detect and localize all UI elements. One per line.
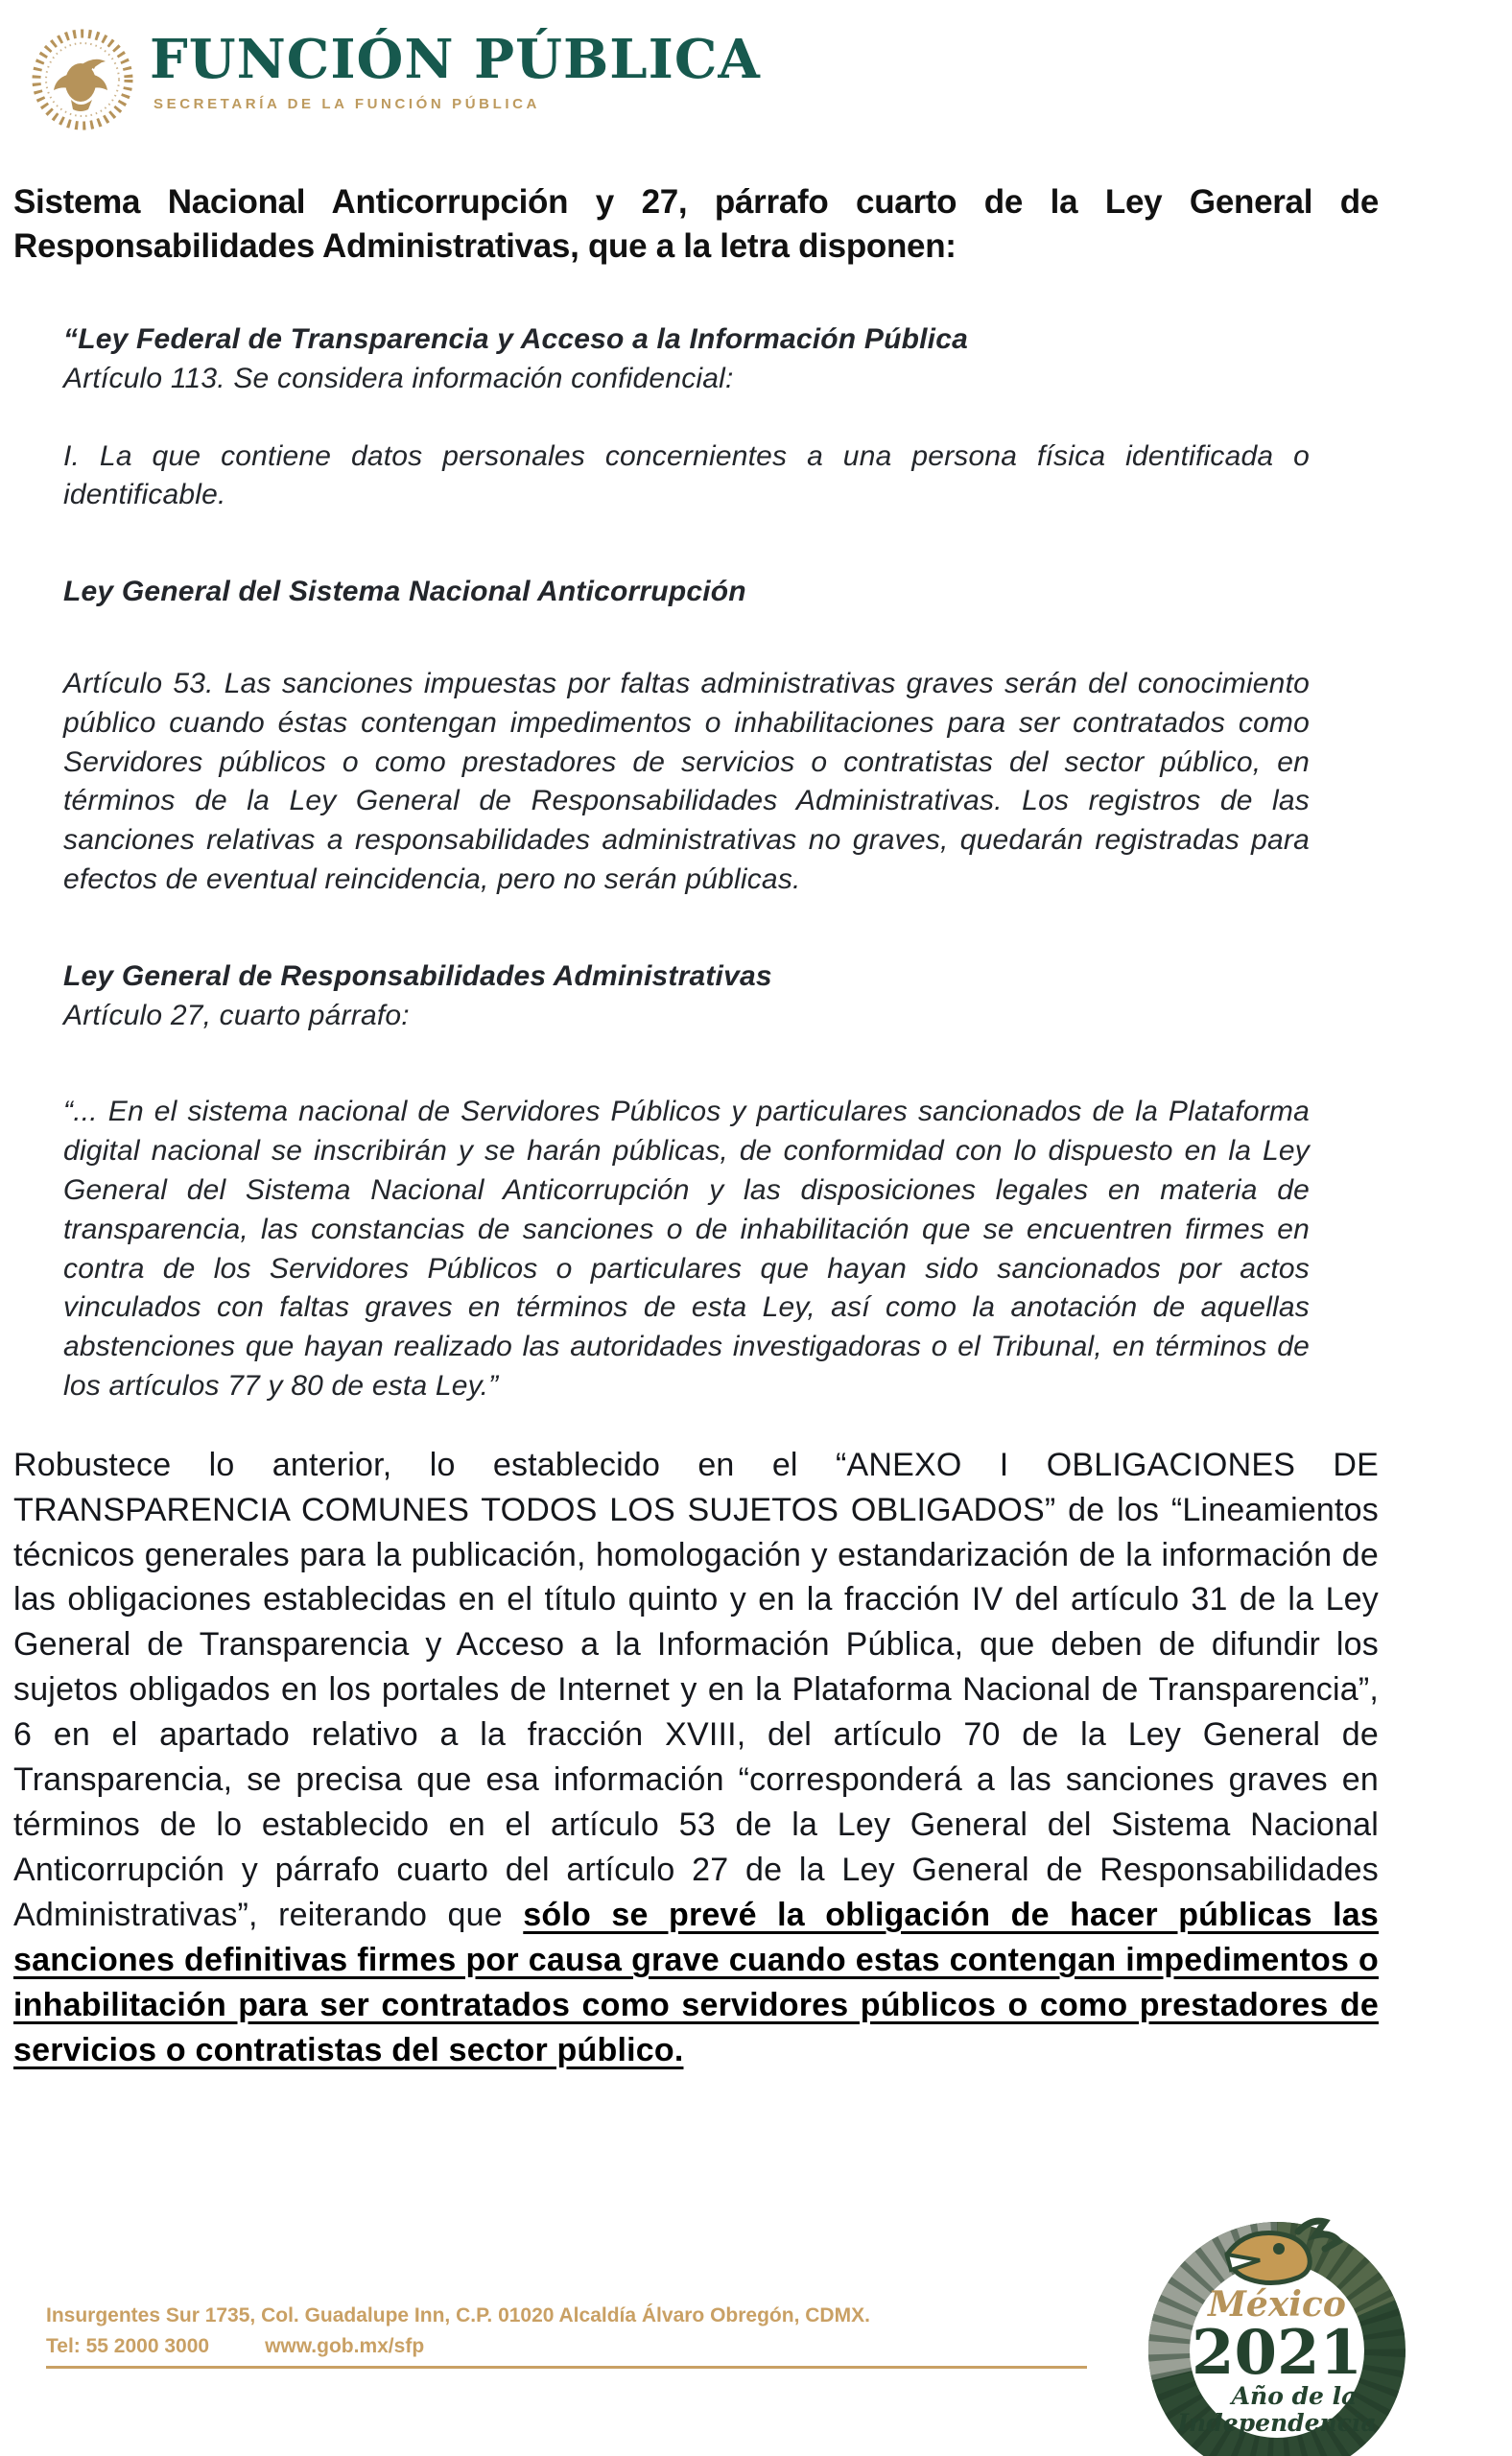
brand-block (150, 23, 761, 112)
intro-paragraph: Sistema Nacional Anticorrupción y 27, párrafo cuarto de la Ley General de Responsabilidades Administrativas, que a la letra disponen: (13, 183, 1379, 265)
law1-title: “Ley Federal de Transparencia y Acceso a la Información Pública (63, 323, 968, 355)
footer-phone: Tel: 55 2000 3000 (46, 2334, 210, 2357)
mexico-eagle-seal-icon (29, 23, 136, 136)
law1-fraction: I. La que contiene datos personales concernientes a una persona física identificada o identificable. (63, 439, 1310, 511)
law2-article53-paragraph: Artículo 53. Las sanciones impuestas por faltas administrativas graves serán del conocimiento público cuando éstas contengan impedimentos o inhabilitaciones para ser contratados como Servidores públicos o como prestadores de servicios o contratistas del sector público, en términos de la Ley General de Responsabilidades Administrativas. Los registros de las sanciones relativas a responsabilidades administrativas no graves, quedarán registradas para efectos de eventual reincidencia, pero no serán públicas. (63, 667, 1310, 895)
footer-phone-line (46, 2331, 870, 2362)
law3-article: Artículo 27, cuarto párrafo: (63, 999, 410, 1031)
legal-quote-block (63, 320, 1310, 1406)
logo-country: México (1208, 2284, 1346, 2325)
closing-normal-text: Robustece lo anterior, lo establecido en el “ANEXO I OBLIGACIONES DE TRANSPARENCIA COMUNES TODOS LOS SUJETOS OBLIGADOS” de los “Lineamientos técnicos generales para la publicación, homologación y estandarización de la información de las obligaciones establecidas en el título quinto y en la fracción IV del artículo 31 de la Ley General de Transparencia y Acceso a la Información Pública, que deben de difundir los sujetos obligados en los portales de Internet y en la Plataforma Nacional de Transparencia”, 6 en el apartado relativo a la fracción XVIII, del artículo 70 de la Ley General de Transparencia, se precisa que esa información “corresponderá a las sanciones graves en términos de lo establecido en el artículo 53 de la Ley General del Sistema Nacional Anticorrupción y párrafo cuarto del artículo 27 de la Ley General de Responsabilidades Administrativas”, reiterando que (13, 1446, 1379, 1933)
footer-divider (46, 2366, 1087, 2369)
law1-article: Artículo 113. Se considera información confidencial: (63, 362, 734, 394)
logo-tagline-line2: Independencia (1177, 2409, 1377, 2437)
brand-subtitle: SECRETARÍA DE LA FUNCIÓN PÚBLICA (154, 96, 540, 112)
law2-title: Ley General del Sistema Nacional Anticorrupción (63, 576, 746, 608)
footer-contact (46, 2301, 870, 2361)
footer-address: Insurgentes Sur 1735, Col. Guadalupe Inn, C.P. 01020 Alcaldía Álvaro Obregón, CDMX. (46, 2304, 870, 2326)
closing-paragraph (13, 1443, 1379, 2073)
logo-year: 2021 (1191, 2317, 1363, 2389)
header (29, 23, 761, 136)
law3-title: Ley General de Responsabilidades Administrativas (63, 959, 772, 992)
footer-website: www.gob.mx/sfp (265, 2334, 425, 2357)
logo-tagline-line1: Año de la (1231, 2382, 1358, 2410)
document-body (13, 180, 1379, 2105)
brand-title: FUNCIÓN PÚBLICA (150, 28, 761, 91)
mexico-2021-independence-logo (1135, 2199, 1419, 2456)
law3-quote-paragraph: “... En el sistema nacional de Servidores Públicos y particulares sancionados de la Plataforma digital nacional se inscribirán y se harán públicas, de conformidad con lo dispuesto en la Ley General del Sistema Nacional Anticorrupción y las disposiciones legales en materia de transparencia, las constancias de sanciones o de inhabilitación que se encuentren firmes en contra de los Servidores Públicos o particulares que hayan sido sancionados por actos vinculados con faltas graves en términos de esta Ley, así como la anotación de aquellas abstenciones que hayan realizado las autoridades investigadoras o el Tribunal, en términos de los artículos 77 y 80 de esta Ley.” (63, 1096, 1310, 1402)
closing-emphasis-text: sólo se prevé la obligación de hacer públicas las sanciones definitivas firmes por causa grave cuando estas contengan impedimentos o inhabilitación para ser contratados como servidores públicos o como prestadores de servicios o contratistas del sector público. (13, 1896, 1379, 2068)
